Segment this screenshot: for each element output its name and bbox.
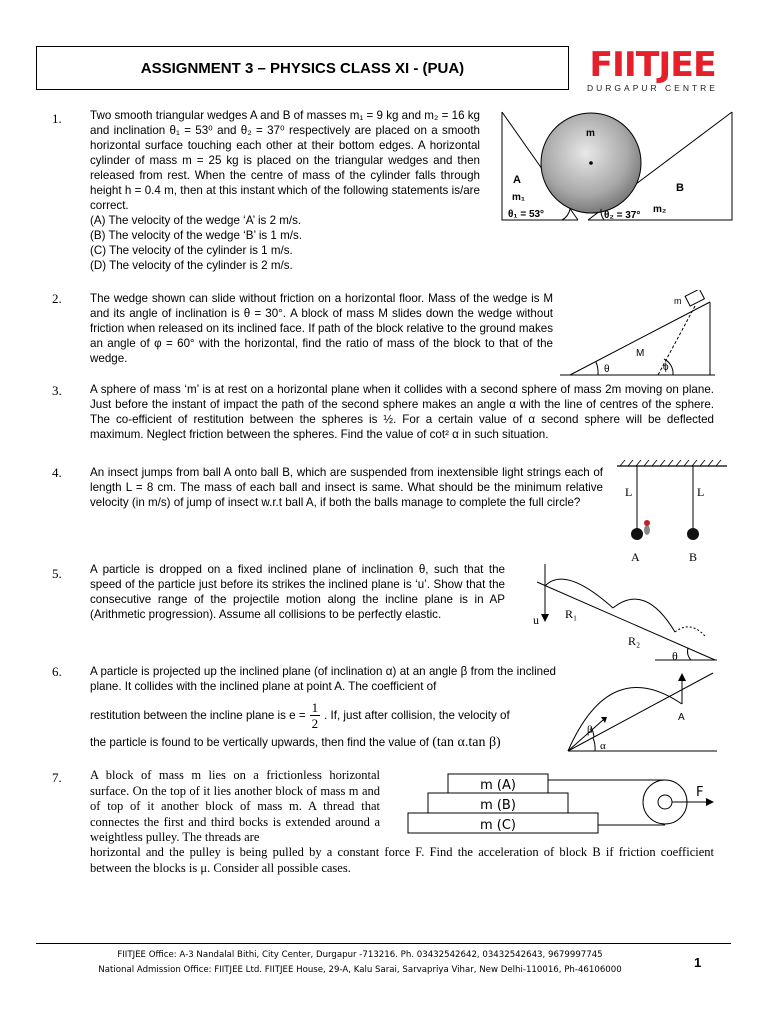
question-4-text: An insect jumps from ball A onto ball B, which are suspended from inextensible light strings each of length L = 8 cm. The mass of each ball and insect is same. What should be the minimum relative velocity (in m/s) of jump of insect w.r.t ball A, if both the balls manage to complete the full circle? [90, 466, 603, 509]
question-1-option-b: (B) The velocity of the wedge ‘B’ is 1 m/s. [90, 229, 302, 242]
question-4-figure [612, 458, 732, 568]
question-1-body: Two smooth triangular wedges A and B of masses m₁ = 9 kg and m₂ = 16 kg and inclination θ₁ = 53⁰ and θ₂ = 37⁰ respectively are placed on a smooth horizontal surface touching each other at their bottom edges. A horizontal cylinder of mass m = 25 kg is placed on the triangular wedges and then released from rest. When the centre of mass of the cylinder falls through height h = 0.4 m, then at this instant which of the following statements is/are correct. [90, 109, 480, 212]
question-7-figure [400, 770, 720, 840]
fig2-label-M: M [636, 348, 645, 359]
fig1-label-m: m [586, 128, 595, 139]
question-6-text [90, 664, 556, 750]
question-7-text-bottom: horizontal and the pulley is being pulled by a constant force F. Find the acceleration of block B if friction coefficient between the blocks is μ. Consider all possible cases. [90, 845, 714, 875]
fig1-label-b: B [676, 182, 684, 194]
fig4-label-L1: L [625, 485, 633, 499]
footer-divider [36, 943, 731, 944]
question-1-option-c: (C) The velocity of the cylinder is 1 m/s. [90, 244, 293, 257]
fig6-label-A: A [678, 712, 685, 723]
question-7-text-top: A block of mass m lies on a frictionless horizontal surface. On the top of it lies another block of mass m and of top of it another block of mass m. A thread that connectes the first and third bocks is extended around a weightless pulley. The threads are [90, 768, 380, 844]
fig7-label-b: m (B) [480, 798, 516, 813]
fig6-label-beta: β [587, 724, 593, 736]
fig4-label-A: A [631, 550, 640, 564]
fig1-label-m1: m₁ [512, 192, 526, 203]
fiitjee-logo [575, 45, 730, 95]
fig4-label-B: B [689, 550, 698, 564]
fig7-label-c: m (C) [479, 818, 517, 833]
question-5-text: A particle is dropped on a fixed inclined plane of inclination θ, such that the speed of the particle just before its strikes the inclined plane is ‘u’. Show that the consecutive range of the projectile motion along the incline plane is in AP (Arithmetic progression). Assume all collisions to be perfectly elastic. [90, 563, 505, 621]
question-6-line2-pre: restitution between the incline plane is e = [90, 709, 306, 722]
question-3-number: 3. [52, 383, 62, 398]
ball-a [631, 528, 643, 540]
question-5-number: 5. [52, 566, 62, 581]
question-6-expression: (tan α.tan β) [432, 735, 501, 750]
question-1-text [90, 108, 480, 273]
fig1-label-a: A [513, 174, 521, 186]
fraction-one-half [310, 700, 321, 731]
assignment-title: ASSIGNMENT 3 – PHYSICS CLASS XI - (PUA) [140, 59, 465, 77]
page-number: 1 [694, 955, 702, 970]
fig5-label-R2: R₂ [628, 634, 641, 648]
block-m [685, 290, 704, 306]
question-6-figure [565, 665, 720, 757]
fig5-label-theta: θ [672, 649, 678, 663]
question-2-figure [560, 290, 720, 380]
question-3-text: A sphere of mass ‘m’ is at rest on a horizontal plane when it collides with a second sphere of mass 2m moving on plane. Just before the instant of impact the path of the second sphere makes an angle α with the line of centres of the sphere. The co-efficient of restitution between the spheres is ½. For a certain value of α second sphere will be deflected maximum. Neglect friction between the spheres. Find the value of cot² α in such situation. [90, 383, 714, 441]
fig4-label-L2: L [697, 485, 705, 499]
fig2-label-theta: θ [604, 364, 610, 375]
question-4-number: 4. [52, 465, 62, 480]
question-2-number: 2. [52, 291, 62, 306]
fig5-label-u: u [533, 613, 539, 627]
assignment-title-box [36, 46, 569, 90]
fig7-label-f: F [696, 785, 704, 800]
logo-subtitle: DURGAPUR CENTRE [587, 83, 718, 93]
question-6-line1: A particle is projected up the inclined plane (of inclination α) at an angle β from the inclined plane. It collides with the inclined plane at point A. The coefficient of [90, 665, 556, 693]
footer-office: FIITJEE Office: A-3 Nandalal Bithi, City Center, Durgapur -713216. Ph. 03432542642, 03432542643, 9679997745 [117, 950, 603, 960]
fig1-label-theta2: θ₂ = 37° [604, 210, 641, 221]
fig2-label-m: m [674, 296, 682, 306]
question-6-number: 6. [52, 664, 62, 679]
question-1-figure [500, 110, 735, 228]
fraction-numerator: 1 [311, 700, 319, 715]
question-1-option-d: (D) The velocity of the cylinder is 2 m/s. [90, 259, 293, 272]
fig5-label-R1: R₁ [565, 607, 578, 621]
fraction-denominator: 2 [311, 716, 319, 731]
footer-national-office: National Admission Office: FIITJEE Ltd. FIITJEE House, 29-A, Kalu Sarai, Sarvapriya Vihar, New Delhi-110016, Ph-46106000 [98, 965, 622, 975]
question-6-line3-pre: the particle is found to be vertically upwards, then find the value of [90, 736, 429, 749]
fig1-label-m2: m₂ [653, 204, 667, 215]
fig6-label-alpha: α [600, 740, 606, 752]
logo-text: FIITJEE [589, 45, 716, 85]
ball-b [687, 528, 699, 540]
question-2-text: The wedge shown can slide without friction on a horizontal floor. Mass of the wedge is M and its angle of inclination is θ = 30°. A block of mass M slides down the wedge without friction when released on its inclined face. If path of the block relative to the ground makes an angle of φ = 60° with the horizontal, find the ratio of mass of the block to that of the wedge. [90, 292, 553, 365]
question-5-figure [525, 560, 720, 670]
question-1-option-a: (A) The velocity of the wedge ‘A’ is 2 m/s. [90, 214, 302, 227]
question-1-number: 1. [52, 111, 62, 126]
question-7-number: 7. [52, 770, 62, 785]
fig7-label-a: m (A) [480, 778, 516, 793]
question-6-line2-post: . If, just after collision, the velocity of [324, 709, 510, 722]
fig2-label-phi: ϕ [663, 362, 669, 373]
fig1-label-theta1: θ₁ = 53° [508, 209, 545, 220]
